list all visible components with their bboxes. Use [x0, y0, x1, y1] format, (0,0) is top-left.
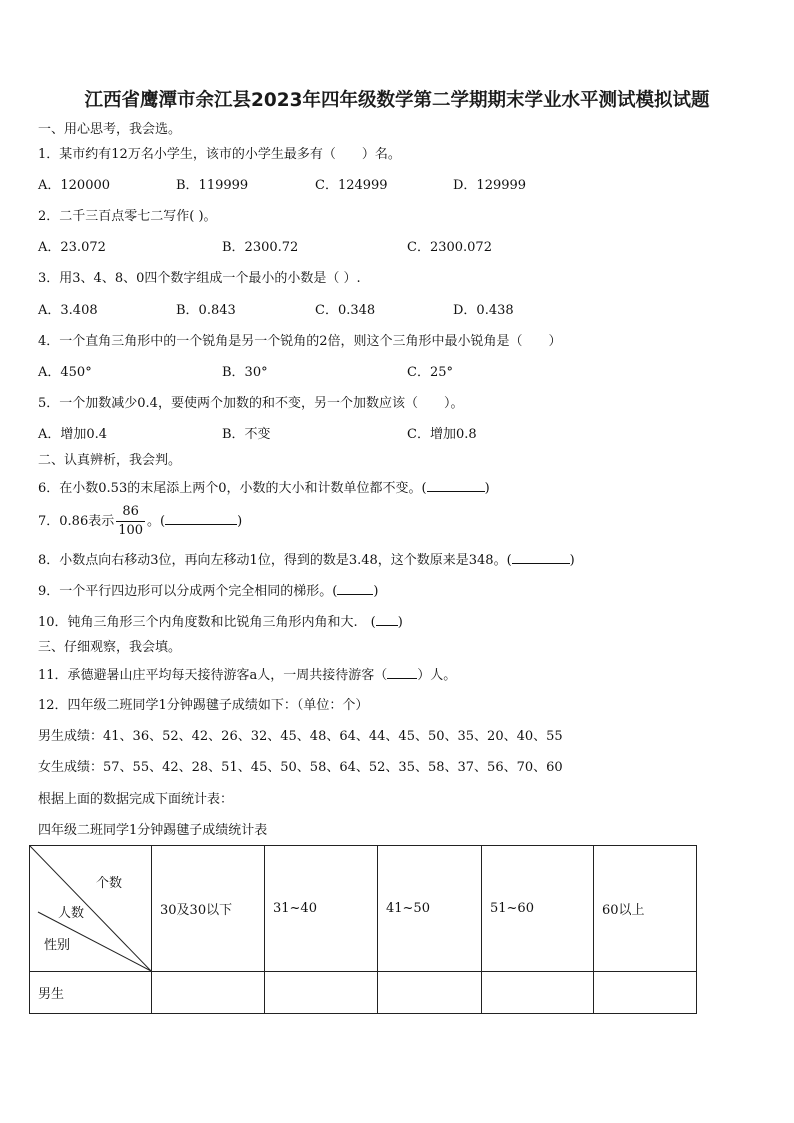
question-6	[38, 479, 490, 498]
answer-blank[interactable]	[427, 479, 485, 492]
table-cell[interactable]	[594, 972, 697, 1014]
girls-scores: 女生成绩：57、55、42、28、51、45、50、58、64、52、35、58、37、56、70、60	[38, 760, 563, 775]
answer-blank[interactable]	[165, 512, 237, 525]
answer-blank[interactable]	[512, 551, 570, 564]
question-11	[38, 666, 456, 685]
corner-label-people: 人数	[58, 906, 85, 921]
question-2: 2．二千三百点零七二写作( )。	[38, 209, 217, 224]
q5-option-b: B．不变	[222, 427, 271, 442]
question-6-text: 6．在小数0.53的末尾添上两个0，小数的大小和计数单位都不变。(	[38, 481, 427, 496]
q4-option-c: C．25°	[407, 365, 453, 380]
q5-option-c: C．增加0.8	[407, 427, 477, 442]
stats-table	[29, 845, 697, 1014]
question-7-text: 7．0.86表示	[38, 514, 115, 529]
question-1: 1．某市约有12万名小学生，该市的小学生最多有（ ）名。	[38, 147, 401, 162]
question-8-text: 8．小数点向右移动3位，再向左移动1位，得到的数是3.48，这个数原来是348。(	[38, 553, 512, 568]
answer-blank[interactable]	[387, 666, 417, 679]
column-header: 31~40	[265, 846, 378, 972]
q3-option-b: B．0.843	[176, 303, 236, 318]
fraction-denominator: 100	[118, 523, 144, 538]
question-9-text: 9．一个平行四边形可以分成两个完全相同的梯形。(	[38, 584, 338, 599]
column-header: 41~50	[378, 846, 482, 972]
instruction: 根据上面的数据完成下面统计表：	[38, 792, 234, 807]
table-cell[interactable]	[152, 972, 265, 1014]
table-row	[30, 972, 697, 1014]
column-header: 30及30以下	[152, 846, 265, 972]
question-11-text: 11．承德避暑山庄平均每天接待游客a人，一周共接待游客（	[38, 668, 388, 683]
section-2-heading: 二、认真辨析，我会判。	[38, 453, 182, 468]
question-9	[38, 582, 378, 601]
q2-option-a: A．23.072	[38, 240, 106, 255]
question-6-close: )	[484, 481, 490, 496]
question-9-close: )	[373, 584, 379, 599]
q3-option-d: D．0.438	[453, 303, 514, 318]
q4-option-a: A．450°	[38, 365, 92, 380]
question-5: 5．一个加数减少0.4，要使两个加数的和不变，另一个加数应该（ ）。	[38, 396, 464, 411]
answer-blank[interactable]	[376, 613, 398, 626]
question-8-close: )	[569, 553, 575, 568]
q5-option-a: A．增加0.4	[38, 427, 108, 442]
answer-blank[interactable]	[337, 582, 373, 595]
question-4: 4．一个直角三角形中的一个锐角是另一个锐角的2倍，则这个三角形中最小锐角是（ ）	[38, 334, 562, 349]
page-title: 江西省鹰潭市余江县2023年四年级数学第二学期期末学业水平测试模拟试题	[84, 90, 710, 111]
table-corner-cell	[30, 846, 152, 972]
question-3: 3．用3、4、8、0四个数字组成一个最小的小数是（ ）.	[38, 271, 361, 286]
q1-option-a: A．120000	[38, 178, 111, 193]
table-header-row	[30, 846, 697, 972]
corner-label-count: 个数	[96, 876, 123, 891]
q1-option-b: B．119999	[176, 178, 249, 193]
question-8	[38, 551, 575, 570]
table-cell[interactable]	[378, 972, 482, 1014]
fraction	[116, 503, 145, 540]
table-cell[interactable]	[482, 972, 594, 1014]
q4-option-b: B．30°	[222, 365, 268, 380]
q1-option-d: D．129999	[453, 178, 527, 193]
q2-option-c: C．2300.072	[407, 240, 492, 255]
q1-option-c: C．124999	[315, 178, 388, 193]
question-12: 12．四年级二班同学1分钟踢毽子成绩如下：（单位：个）	[38, 698, 369, 713]
question-7-post: 。(	[147, 514, 166, 529]
question-10-close: )	[397, 615, 403, 630]
corner-label-gender: 性别	[44, 938, 71, 953]
section-3-heading: 三、仔细观察，我会填。	[38, 640, 182, 655]
question-7-close: )	[237, 514, 243, 529]
question-11-close: ）人。	[417, 668, 457, 683]
question-7	[38, 502, 242, 542]
column-header: 51~60	[482, 846, 594, 972]
question-10	[38, 613, 403, 632]
column-header: 60以上	[594, 846, 697, 972]
fraction-numerator: 86	[116, 503, 145, 522]
q3-option-a: A．3.408	[38, 303, 98, 318]
q2-option-b: B．2300.72	[222, 240, 299, 255]
q3-option-c: C．0.348	[315, 303, 376, 318]
question-10-text: 10．钝角三角形三个内角度数和比锐角三角形内角和大. (	[38, 615, 376, 630]
row-label-boys: 男生	[30, 972, 152, 1014]
section-1-heading: 一、用心思考，我会选。	[38, 122, 182, 137]
boys-scores: 男生成绩：41、36、52、42、26、32、45、48、64、44、45、50、35、20、40、55	[38, 729, 563, 744]
table-cell[interactable]	[265, 972, 378, 1014]
table-caption: 四年级二班同学1分钟踢毽子成绩统计表	[38, 823, 268, 838]
